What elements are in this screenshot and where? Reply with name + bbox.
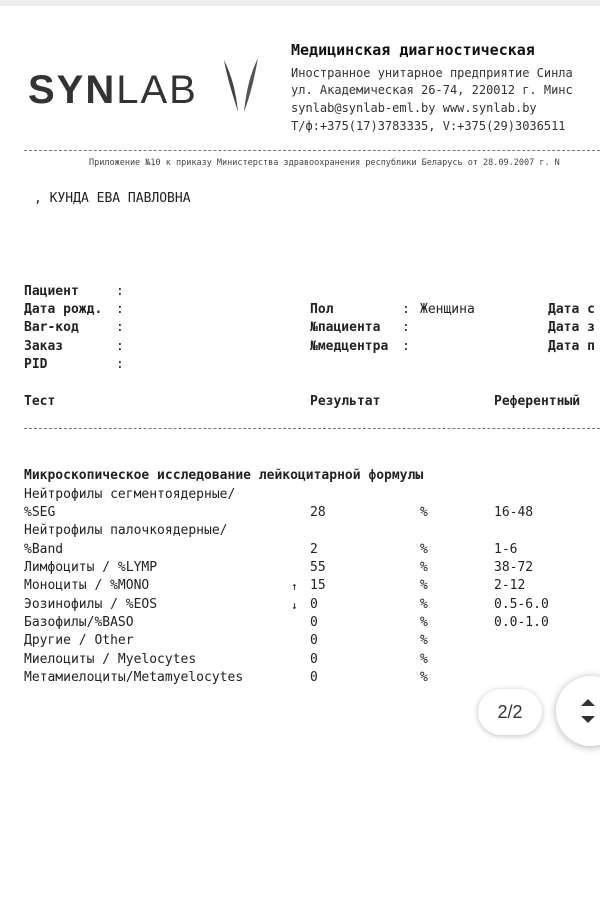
result-value: 0 (310, 652, 318, 667)
result-value: 0 (310, 597, 318, 612)
result-unit: % (420, 597, 428, 612)
header-divider (24, 150, 600, 151)
test-name: Моноциты / %MONO (24, 578, 150, 593)
colon: : (116, 320, 124, 335)
column-header-result: Результат (310, 394, 381, 409)
reference-range: 2-12 (494, 578, 526, 593)
date-label-3: Дата п (548, 339, 595, 354)
reference-range: 1-6 (494, 542, 518, 557)
column-header-test: Тест (24, 394, 56, 409)
result-unit: % (420, 670, 428, 685)
appendix-note: Приложение №10 к приказу Министерства здравоохранения республики Беларусь от 28.09.2007 г. N (89, 158, 560, 168)
sex-label: Пол (310, 302, 334, 317)
colon: : (116, 302, 124, 317)
reference-range: 16-48 (494, 505, 534, 520)
test-name: Эозинофилы / %EOS (24, 597, 158, 612)
synlab-logo (28, 54, 268, 116)
date-label-2: Дата з (548, 320, 595, 335)
result-value: 55 (310, 560, 326, 575)
order-label: Заказ (24, 339, 64, 354)
test-name: Миелоциты / Myelocytes (24, 652, 197, 667)
colon: : (116, 284, 124, 299)
patient-label: Пациент (24, 284, 79, 299)
result-unit: % (420, 505, 428, 520)
high-flag-icon: ↑ (291, 580, 298, 593)
colon: : (116, 357, 124, 372)
test-code: %Band (24, 542, 64, 557)
clinic-contacts-line: synlab@synlab-eml.by www.synlab.by (291, 101, 537, 115)
test-code: %SEG (24, 505, 56, 520)
date-label-1: Дата с (548, 302, 595, 317)
result-unit: % (420, 578, 428, 593)
reference-range: 0.5-6.0 (494, 597, 549, 612)
sex-value: Женщина (420, 302, 475, 317)
low-flag-icon: ↓ (291, 599, 298, 612)
section-title: Микроскопическое исследование лейкоцитарной формулы (24, 468, 424, 483)
result-value: 15 (310, 578, 326, 593)
test-name: Метамиелоциты/Metamyelocytes (24, 670, 244, 685)
scroll-up-down-icon (578, 696, 598, 726)
result-unit: % (420, 615, 428, 630)
viewer-top-bar (0, 0, 600, 6)
colon: : (116, 339, 124, 354)
result-unit: % (420, 560, 428, 575)
test-name: Нейтрофилы палочкоядерные/ (24, 523, 228, 538)
test-name: Другие / Other (24, 633, 134, 648)
center-number-label: №медцентра (310, 339, 389, 354)
logo-wordmark: SYNLAB (28, 68, 198, 112)
column-header-reference: Референтный (494, 394, 581, 409)
scroll-page-button[interactable] (556, 676, 600, 746)
result-value: 0 (310, 633, 318, 648)
result-value: 0 (310, 670, 318, 685)
result-unit: % (420, 633, 428, 648)
result-value: 2 (310, 542, 318, 557)
test-name: Нейтрофилы сегментоядерные/ (24, 487, 236, 502)
clinic-org-line: Иностранное унитарное предприятие Синла (291, 66, 573, 80)
colon: : (402, 302, 410, 317)
colon: : (402, 320, 410, 335)
reference-range: 38-72 (494, 560, 534, 575)
pid-label: PID (24, 357, 48, 372)
dob-label: Дата рожд. (24, 302, 103, 317)
barcode-label: Bar-код (24, 320, 79, 335)
clinic-phones-line: Т/ф:+375(17)3783335, V:+375(29)3036511 (291, 119, 566, 133)
clinic-title: Медицинская диагностическая (291, 41, 535, 59)
result-value: 0 (310, 615, 318, 630)
test-name: Лимфоциты / %LYMP (24, 560, 158, 575)
result-unit: % (420, 542, 428, 557)
colon: : (402, 339, 410, 354)
table-divider (24, 428, 600, 429)
clinic-address-line: ул. Академическая 26-74, 220012 г. Минс (291, 83, 573, 97)
patient-number-label: №пациента (310, 320, 381, 335)
patient-name: , КУНДА ЕВА ПАВЛОВНА (34, 191, 191, 206)
page-indicator[interactable]: 2/2 (478, 689, 542, 735)
reference-range: 0.0-1.0 (494, 615, 549, 630)
result-unit: % (420, 652, 428, 667)
logo-swoosh-icon (220, 54, 264, 116)
test-name: Базофилы/%BASO (24, 615, 134, 630)
result-value: 28 (310, 505, 326, 520)
